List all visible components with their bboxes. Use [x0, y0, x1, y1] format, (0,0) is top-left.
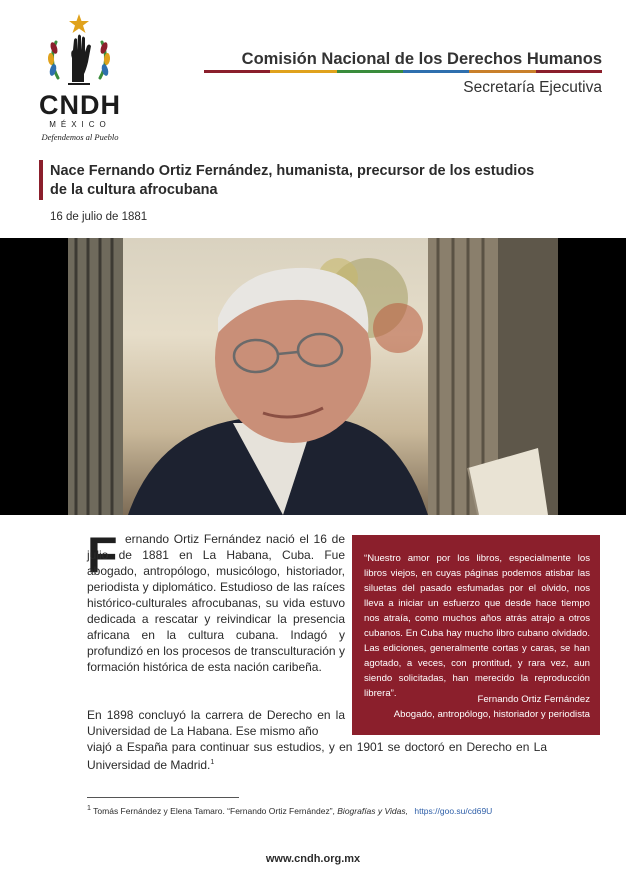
footnote-source: Biografías y Vidas,: [337, 805, 408, 816]
portrait-photo: [68, 238, 558, 515]
body-paragraph-2-part-b: viajó a España para continuar sus estudios, y en 1901 se doctoró en Derecho en La Universidad de Madrid.: [87, 740, 547, 772]
color-bar-segment: [536, 70, 602, 73]
portrait-photo-frame: [0, 238, 626, 515]
body-paragraph-1: ernando Ortiz Fernández nació el 16 de julio de 1881 en La Habana, Cuba. Fue abogado, antropólogo, musicólogo, historiador, periodista y diplomático. Estudioso de las raíces histórico-culturales afrocubanas, su vida estuvo dedicada a rescatar y reivindicar la presencia africana en la cultura cubana. Indagó y profundizó en los procesos de transculturación y formación histórica de esta nación caribeña.: [87, 532, 345, 674]
footnote-divider: [87, 797, 239, 798]
footnote: [87, 804, 492, 816]
title-accent-bar: [39, 160, 43, 200]
footnote-text: Tomás Fernández y Elena Tamaro. “Fernando Ortiz Fernández”,: [93, 805, 335, 816]
quote-text: “Nuestro amor por los libros, especialmente los libros viejos, en cuyas páginas podemos atisbar las siluetas del pasado esfumadas por el olvido, nos lleva a iniciar un esfuerzo que desde hace tiempo nos atraía, como muchos años atrás atrajo a otros cubanos. En Cuba hay mucho libro cubano olvidado. Las ediciones, generalmente cortas y caras, se han agotado, a veces, con prontitud, y rara vez, aun siendo solicitadas, han merecido la reproducción librera”.: [364, 553, 590, 699]
color-bar-segment: [403, 70, 469, 73]
body-paragraph-2-part-a: En 1898 concluyó la carrera de Derecho en la Universidad de La Habana. Ese mismo año: [87, 708, 345, 738]
organization-subtitle: Secretaría Ejecutiva: [463, 79, 602, 96]
quote-author-role: Abogado, antropólogo, historiador y periodista: [393, 709, 590, 720]
article-date: 16 de julio de 1881: [50, 211, 148, 223]
color-bar-segment: [469, 70, 535, 73]
footnote-reference[interactable]: 1: [210, 759, 215, 766]
cndh-logo: [28, 12, 132, 142]
quote-attribution: [394, 692, 590, 722]
logo-country: MÉXICO: [49, 120, 111, 129]
quote-box: [352, 535, 600, 735]
logo-motto: Defendemos al Pueblo: [41, 132, 119, 142]
color-bar: [204, 70, 602, 73]
dropcap-letter: F: [87, 527, 118, 583]
footnote-number: 1: [87, 804, 91, 812]
footnote-link[interactable]: https://goo.su/cd69U: [414, 805, 493, 816]
portrait-illustration: [68, 238, 558, 515]
organization-name: Comisión Nacional de los Derechos Humanos: [241, 50, 602, 68]
logo-acronym: CNDH: [39, 90, 121, 120]
website-url[interactable]: www.cndh.org.mx: [265, 853, 361, 865]
raised-hand-laurel-icon: [42, 12, 116, 92]
article-title: Nace Fernando Ortiz Fernández, humanista, precursor de los estudios de la cultura afrocubana: [50, 163, 535, 198]
color-bar-segment: [270, 70, 336, 73]
color-bar-segment: [337, 70, 403, 73]
color-bar-segment: [204, 70, 270, 73]
quote-author-name: Fernando Ortiz Fernández: [477, 694, 590, 705]
